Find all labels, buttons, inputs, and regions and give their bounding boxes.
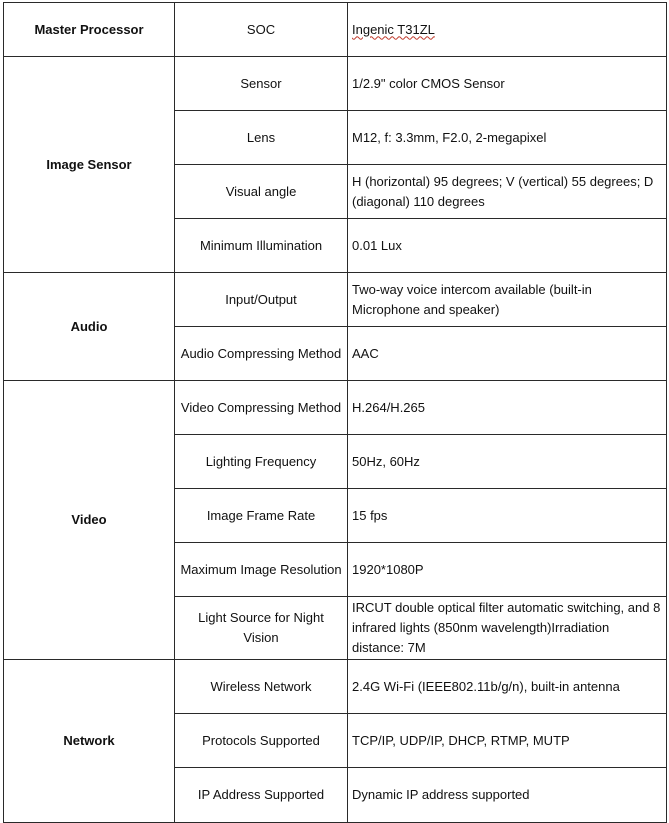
value-cell: 0.01 Lux (348, 219, 667, 273)
table-row (4, 273, 667, 327)
parameter-cell: Wireless Network (175, 660, 348, 714)
value-cell: H.264/H.265 (348, 381, 667, 435)
parameter-cell: Visual angle (175, 165, 348, 219)
value-cell: H (horizontal) 95 degrees; V (vertical) 55 degrees; D (diagonal) 110 degrees (348, 165, 667, 219)
value-cell: 15 fps (348, 489, 667, 543)
category-cell: Audio (4, 273, 175, 381)
parameter-cell: Sensor (175, 57, 348, 111)
category-cell: Network (4, 660, 175, 823)
parameter-cell: Audio Compressing Method (175, 327, 348, 381)
value-cell: TCP/IP, UDP/IP, DHCP, RTMP, MUTP (348, 714, 667, 768)
category-cell: Master Processor (4, 3, 175, 57)
category-cell: Video (4, 381, 175, 660)
value-cell: 50Hz, 60Hz (348, 435, 667, 489)
value-cell: Dynamic IP address supported (348, 768, 667, 823)
value-cell: Two-way voice intercom available (built-in Microphone and speaker) (348, 273, 667, 327)
parameter-cell: Maximum Image Resolution (175, 543, 348, 597)
value-text: Ingenic T31ZL (352, 21, 435, 37)
parameter-cell: Lighting Frequency (175, 435, 348, 489)
value-cell (348, 3, 667, 57)
parameter-cell: IP Address Supported (175, 768, 348, 823)
value-cell: 2.4G Wi-Fi (IEEE802.11b/g/n), built-in antenna (348, 660, 667, 714)
parameter-cell: Protocols Supported (175, 714, 348, 768)
parameter-cell: Input/Output (175, 273, 348, 327)
parameter-cell: Minimum Illumination (175, 219, 348, 273)
value-cell: 1/2.9" color CMOS Sensor (348, 57, 667, 111)
table-row (4, 3, 667, 57)
table-row (4, 660, 667, 714)
value-cell: M12, f: 3.3mm, F2.0, 2-megapixel (348, 111, 667, 165)
spec-table (3, 2, 667, 823)
table-row (4, 57, 667, 111)
table-row (4, 381, 667, 435)
parameter-cell: Light Source for Night Vision (175, 597, 348, 660)
value-cell: IRCUT double optical filter automatic switching, and 8 infrared lights (850nm wavelength)Irradiation distance: 7M (348, 597, 667, 660)
parameter-cell: SOC (175, 3, 348, 57)
category-cell: Image Sensor (4, 57, 175, 273)
value-cell: 1920*1080P (348, 543, 667, 597)
parameter-cell: Lens (175, 111, 348, 165)
value-cell: AAC (348, 327, 667, 381)
parameter-cell: Video Compressing Method (175, 381, 348, 435)
parameter-cell: Image Frame Rate (175, 489, 348, 543)
